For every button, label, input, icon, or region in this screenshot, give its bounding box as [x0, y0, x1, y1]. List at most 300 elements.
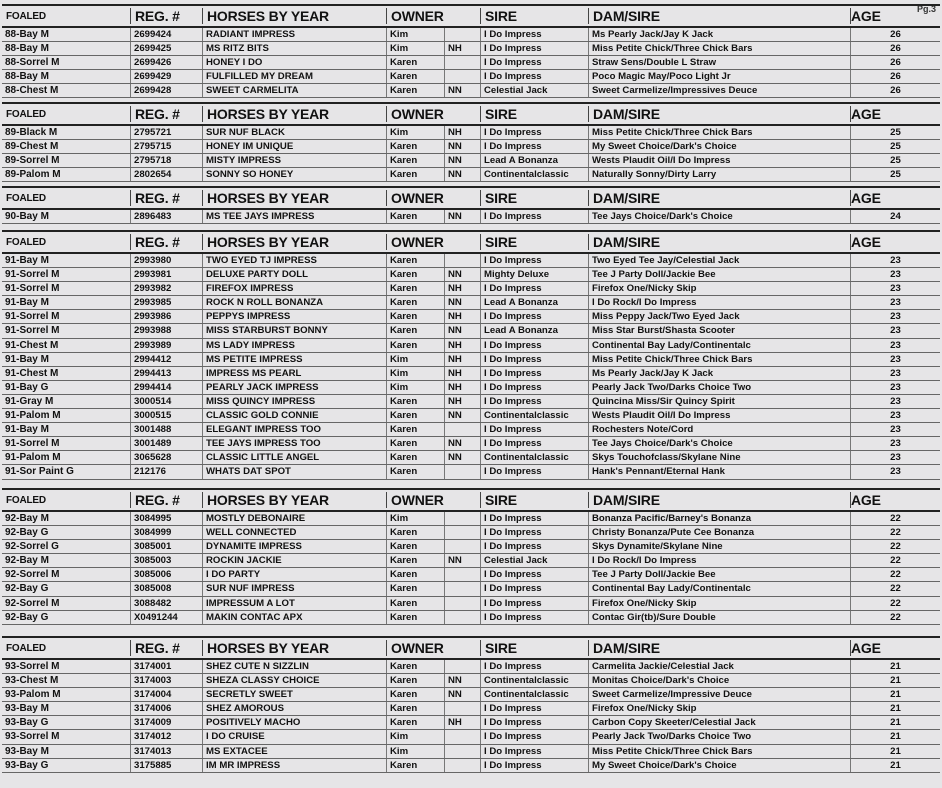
foaled-cell: 93-Bay M [5, 703, 49, 715]
reg-number-cell: 2795715 [130, 140, 202, 153]
horse-name-cell: WELL CONNECTED [202, 526, 386, 539]
horse-row [2, 353, 940, 367]
reg-number-cell: 212176 [130, 465, 202, 478]
horse-name-cell: PEPPYS IMPRESS [202, 310, 386, 323]
horse-row [2, 84, 940, 98]
header-dam-sire: DAM/SIRE [588, 8, 850, 24]
header-dam-sire: DAM/SIRE [588, 492, 850, 508]
header-age: AGE [850, 640, 940, 656]
foaled-cell: 90-Bay M [5, 211, 49, 222]
dam-sire-cell: Firefox One/Nicky Skip [588, 282, 850, 295]
dam-sire-cell: My Sweet Choice/Dark's Choice [588, 759, 850, 772]
horse-row [2, 437, 940, 451]
owner-cell: Karen [386, 282, 444, 295]
sire-cell: I Do Impress [480, 423, 588, 436]
dam-sire-cell: Quincina Miss/Sir Quincy Spirit [588, 395, 850, 408]
foaled-cell: 93-Chest M [5, 675, 59, 687]
dam-sire-cell: Sweet Carmelize/Impressive Deuce [588, 688, 850, 701]
horse-name-cell: IM MR IMPRESS [202, 759, 386, 772]
header-horses: HORSES BY YEAR [202, 8, 386, 24]
header-age: AGE [850, 8, 940, 24]
horse-name-cell: MISS STARBURST BONNY [202, 324, 386, 337]
horse-name-cell: TEE JAYS IMPRESS TOO [202, 437, 386, 450]
owner-cell: Karen [386, 759, 444, 772]
foaled-cell: 88-Bay M [5, 71, 49, 83]
sire-cell: I Do Impress [480, 730, 588, 743]
age-cell: 21 [850, 730, 940, 743]
nh-code-cell [444, 745, 480, 758]
header-foaled: FOALED [6, 108, 46, 120]
dam-sire-cell: Tee Jays Choice/Dark's Choice [588, 437, 850, 450]
owner-cell: Karen [386, 324, 444, 337]
age-cell: 23 [850, 268, 940, 281]
horse-row [2, 339, 940, 353]
page-label: Pg.3 [917, 4, 937, 14]
nh-code-cell: NH [444, 42, 480, 55]
reg-number-cell: 3085001 [130, 540, 202, 553]
foaled-cell: 89-Chest M [5, 141, 59, 153]
dam-sire-cell: Hank's Pennant/Eternal Hank [588, 465, 850, 478]
dam-sire-cell: Skys Touchofclass/Skylane Nine [588, 451, 850, 464]
header-reg: REG. # [130, 234, 202, 250]
nh-code-cell: NN [444, 451, 480, 464]
age-cell: 26 [850, 56, 940, 69]
owner-cell: Karen [386, 540, 444, 553]
dam-sire-cell: Firefox One/Nicky Skip [588, 597, 850, 610]
horse-row [2, 582, 940, 596]
horse-name-cell: I DO CRUISE [202, 730, 386, 743]
section-header-row [2, 232, 940, 254]
owner-cell: Kim [386, 28, 444, 41]
age-cell: 23 [850, 381, 940, 394]
section-header-row [2, 490, 940, 512]
foaled-cell: 91-Sorrel M [5, 438, 60, 450]
header-age: AGE [850, 106, 940, 122]
foaled-cell: 93-Bay M [5, 745, 49, 757]
owner-cell: Karen [386, 423, 444, 436]
horse-row [2, 512, 940, 526]
dam-sire-cell: Ms Pearly Jack/Jay K Jack [588, 28, 850, 41]
nh-code-cell: NH [444, 395, 480, 408]
dam-sire-cell: Skys Dynamite/Skylane Nine [588, 540, 850, 553]
header-sire: SIRE [480, 8, 588, 24]
horse-row [2, 423, 940, 437]
dam-sire-cell: Wests Plaudit Oil/I Do Impress [588, 154, 850, 167]
header-horses: HORSES BY YEAR [202, 492, 386, 508]
header-foaled: FOALED [6, 236, 46, 248]
foaled-cell: 91-Sorrel M [5, 311, 60, 323]
horse-name-cell: IMPRESSUM A LOT [202, 597, 386, 610]
horse-row [2, 451, 940, 465]
sire-cell: I Do Impress [480, 210, 588, 223]
dam-sire-cell: Monitas Choice/Dark's Choice [588, 674, 850, 687]
dam-sire-cell: Firefox One/Nicky Skip [588, 702, 850, 715]
horse-name-cell: SWEET CARMELITA [202, 84, 386, 97]
reg-number-cell: 3174003 [130, 674, 202, 687]
horse-name-cell: CLASSIC GOLD CONNIE [202, 409, 386, 422]
nh-code-cell [444, 465, 480, 478]
foaled-cell: 93-Bay G [5, 759, 49, 771]
reg-number-cell: X0491244 [130, 611, 202, 624]
horse-row [2, 56, 940, 70]
nh-code-cell: NH [444, 282, 480, 295]
sire-cell: Continentalclassic [480, 674, 588, 687]
owner-cell: Karen [386, 526, 444, 539]
sire-cell: I Do Impress [480, 597, 588, 610]
sire-cell: I Do Impress [480, 140, 588, 153]
horse-row [2, 526, 940, 540]
foaled-cell: 92-Bay G [5, 583, 49, 595]
owner-cell: Karen [386, 611, 444, 624]
owner-cell: Kim [386, 745, 444, 758]
section-header-row [2, 638, 940, 660]
owner-cell: Kim [386, 353, 444, 366]
dam-sire-cell: Miss Peppy Jack/Two Eyed Jack [588, 310, 850, 323]
dam-sire-cell: Carbon Copy Skeeter/Celestial Jack [588, 716, 850, 729]
age-cell: 21 [850, 702, 940, 715]
age-cell: 23 [850, 409, 940, 422]
owner-cell: Karen [386, 70, 444, 83]
foaled-cell: 93-Sorrel M [5, 731, 60, 743]
dam-sire-cell: Rochesters Note/Cord [588, 423, 850, 436]
horse-name-cell: SONNY SO HONEY [202, 168, 386, 181]
owner-cell: Karen [386, 339, 444, 352]
dam-sire-cell: Carmelita Jackie/Celestial Jack [588, 660, 850, 673]
section-header-row [2, 6, 940, 28]
age-cell: 21 [850, 660, 940, 673]
horse-name-cell: MS LADY IMPRESS [202, 339, 386, 352]
horse-name-cell: I DO PARTY [202, 568, 386, 581]
sire-cell: I Do Impress [480, 28, 588, 41]
dam-sire-cell: Straw Sens/Double L Straw [588, 56, 850, 69]
horse-row [2, 730, 940, 744]
horse-row [2, 168, 940, 182]
header-owner: OWNER [386, 492, 444, 508]
nh-code-cell [444, 56, 480, 69]
reg-number-cell: 2795721 [130, 126, 202, 139]
age-cell: 23 [850, 339, 940, 352]
reg-number-cell: 3174013 [130, 745, 202, 758]
owner-cell: Karen [386, 395, 444, 408]
horse-name-cell: HONEY IM UNIQUE [202, 140, 386, 153]
horse-name-cell: RADIANT IMPRESS [202, 28, 386, 41]
nh-code-cell: NN [444, 84, 480, 97]
horse-name-cell: IMPRESS MS PEARL [202, 367, 386, 380]
header-sire: SIRE [480, 640, 588, 656]
horse-row [2, 611, 940, 625]
header-dam-sire: DAM/SIRE [588, 106, 850, 122]
sire-cell: I Do Impress [480, 339, 588, 352]
horse-row [2, 716, 940, 730]
dam-sire-cell: Contac Gir(tb)/Sure Double [588, 611, 850, 624]
horse-row [2, 381, 940, 395]
horse-name-cell: FULFILLED MY DREAM [202, 70, 386, 83]
horse-row [2, 140, 940, 154]
age-cell: 22 [850, 568, 940, 581]
reg-number-cell: 2993981 [130, 268, 202, 281]
horse-name-cell: ROCK N ROLL BONANZA [202, 296, 386, 309]
sire-cell: Lead A Bonanza [480, 296, 588, 309]
foaled-cell: 88-Bay M [5, 43, 49, 55]
horse-name-cell: MAKIN CONTAC APX [202, 611, 386, 624]
foaled-cell: 91-Bay M [5, 255, 49, 266]
horse-row [2, 702, 940, 716]
owner-cell: Karen [386, 210, 444, 223]
foaled-cell: 93-Palom M [5, 689, 61, 701]
reg-number-cell: 2993980 [130, 254, 202, 267]
owner-cell: Karen [386, 56, 444, 69]
nh-code-cell [444, 568, 480, 581]
age-cell: 22 [850, 540, 940, 553]
horse-name-cell: SHEZ AMOROUS [202, 702, 386, 715]
owner-cell: Karen [386, 168, 444, 181]
horse-name-cell: SHEZ CUTE N SIZZLIN [202, 660, 386, 673]
header-age: AGE [850, 492, 940, 508]
section-header-row [2, 104, 940, 126]
horse-name-cell: MISS QUINCY IMPRESS [202, 395, 386, 408]
horse-name-cell: FIREFOX IMPRESS [202, 282, 386, 295]
owner-cell: Karen [386, 84, 444, 97]
foaled-cell: 91-Palom M [5, 452, 61, 464]
horse-name-cell: MS RITZ BITS [202, 42, 386, 55]
horse-row [2, 540, 940, 554]
header-horses: HORSES BY YEAR [202, 190, 386, 206]
header-foaled: FOALED [6, 642, 46, 654]
age-cell: 23 [850, 324, 940, 337]
horse-name-cell: WHATS DAT SPOT [202, 465, 386, 478]
owner-cell: Karen [386, 154, 444, 167]
sire-cell: I Do Impress [480, 367, 588, 380]
age-cell: 26 [850, 84, 940, 97]
sire-cell: I Do Impress [480, 282, 588, 295]
horse-row [2, 674, 940, 688]
dam-sire-cell: I Do Rock/I Do Impress [588, 554, 850, 567]
section-header-row [2, 188, 940, 210]
sire-cell: Celestial Jack [480, 84, 588, 97]
nh-code-cell [444, 660, 480, 673]
header-foaled: FOALED [6, 10, 46, 22]
dam-sire-cell: Tee Jays Choice/Dark's Choice [588, 210, 850, 223]
horse-row [2, 70, 940, 84]
owner-cell: Kim [386, 126, 444, 139]
age-cell: 22 [850, 611, 940, 624]
sire-cell: Continentalclassic [480, 168, 588, 181]
sire-cell: I Do Impress [480, 540, 588, 553]
year-section [2, 4, 940, 98]
sire-cell: Lead A Bonanza [480, 154, 588, 167]
age-cell: 25 [850, 168, 940, 181]
nh-code-cell: NN [444, 268, 480, 281]
nh-code-cell: NN [444, 168, 480, 181]
owner-cell: Karen [386, 310, 444, 323]
sire-cell: I Do Impress [480, 759, 588, 772]
reg-number-cell: 3175885 [130, 759, 202, 772]
foaled-cell: 91-Sorrel M [5, 269, 60, 281]
dam-sire-cell: Christy Bonanza/Pute Cee Bonanza [588, 526, 850, 539]
header-reg: REG. # [130, 492, 202, 508]
owner-cell: Karen [386, 437, 444, 450]
sire-cell: I Do Impress [480, 465, 588, 478]
reg-number-cell: 3088482 [130, 597, 202, 610]
nh-code-cell [444, 597, 480, 610]
reg-number-cell: 3174012 [130, 730, 202, 743]
horse-row [2, 254, 940, 268]
foaled-cell: 88-Sorrel M [5, 57, 60, 69]
horse-name-cell: PEARLY JACK IMPRESS [202, 381, 386, 394]
nh-code-cell: NN [444, 140, 480, 153]
reg-number-cell: 2802654 [130, 168, 202, 181]
owner-cell: Karen [386, 451, 444, 464]
reg-number-cell: 3174004 [130, 688, 202, 701]
sire-cell: I Do Impress [480, 568, 588, 581]
horse-row [2, 568, 940, 582]
reg-number-cell: 2993982 [130, 282, 202, 295]
age-cell: 24 [850, 210, 940, 223]
horse-name-cell: MS TEE JAYS IMPRESS [202, 210, 386, 223]
sire-cell: I Do Impress [480, 353, 588, 366]
header-foaled: FOALED [6, 494, 46, 506]
year-section [2, 186, 940, 224]
header-owner: OWNER [386, 234, 444, 250]
horse-row [2, 465, 940, 479]
sire-cell: I Do Impress [480, 582, 588, 595]
horse-name-cell: ROCKIN JACKIE [202, 554, 386, 567]
nh-code-cell [444, 582, 480, 595]
nh-code-cell: NH [444, 339, 480, 352]
sire-cell: I Do Impress [480, 437, 588, 450]
age-cell: 23 [850, 353, 940, 366]
sire-cell: I Do Impress [480, 381, 588, 394]
foaled-cell: 91-Bay M [5, 297, 49, 309]
owner-cell: Karen [386, 465, 444, 478]
year-section [2, 636, 940, 773]
nh-code-cell: NH [444, 126, 480, 139]
age-cell: 23 [850, 254, 940, 267]
reg-number-cell: 2699426 [130, 56, 202, 69]
nh-code-cell: NH [444, 353, 480, 366]
owner-cell: Kim [386, 730, 444, 743]
horse-row [2, 42, 940, 56]
dam-sire-cell: Miss Petite Chick/Three Chick Bars [588, 353, 850, 366]
horse-name-cell: MS PETITE IMPRESS [202, 353, 386, 366]
age-cell: 23 [850, 465, 940, 478]
foaled-cell: 92-Bay M [5, 555, 49, 567]
sire-cell: Continentalclassic [480, 688, 588, 701]
age-cell: 22 [850, 512, 940, 525]
nh-code-cell: NN [444, 688, 480, 701]
horse-name-cell: SUR NUF IMPRESS [202, 582, 386, 595]
sire-cell: I Do Impress [480, 395, 588, 408]
dam-sire-cell: Two Eyed Tee Jay/Celestial Jack [588, 254, 850, 267]
header-horses: HORSES BY YEAR [202, 234, 386, 250]
reg-number-cell: 3174001 [130, 660, 202, 673]
age-cell: 22 [850, 554, 940, 567]
foaled-cell: 92-Bay M [5, 513, 49, 524]
foaled-cell: 89-Black M [5, 127, 58, 138]
dam-sire-cell: Ms Pearly Jack/Jay K Jack [588, 367, 850, 380]
nh-code-cell [444, 611, 480, 624]
horse-row [2, 210, 940, 224]
horse-row [2, 310, 940, 324]
horse-row [2, 268, 940, 282]
horse-row [2, 282, 940, 296]
reg-number-cell: 2795718 [130, 154, 202, 167]
foaled-cell: 91-Sorrel M [5, 283, 60, 295]
reg-number-cell: 3065628 [130, 451, 202, 464]
horse-row [2, 296, 940, 310]
sire-cell: Lead A Bonanza [480, 324, 588, 337]
foaled-cell: 93-Sorrel M [5, 661, 60, 672]
reg-number-cell: 2994413 [130, 367, 202, 380]
year-section [2, 230, 940, 480]
horse-row [2, 660, 940, 674]
reg-number-cell: 2993985 [130, 296, 202, 309]
header-sire: SIRE [480, 234, 588, 250]
header-reg: REG. # [130, 640, 202, 656]
header-owner: OWNER [386, 640, 444, 656]
reg-number-cell: 2994414 [130, 381, 202, 394]
age-cell: 23 [850, 282, 940, 295]
dam-sire-cell: Continental Bay Lady/Continentalc [588, 339, 850, 352]
owner-cell: Kim [386, 512, 444, 525]
foaled-cell: 91-Gray M [5, 395, 54, 407]
foaled-cell: 91-Sor Paint G [5, 466, 74, 478]
foaled-cell: 91-Bay G [5, 381, 49, 393]
sire-cell: I Do Impress [480, 310, 588, 323]
horse-name-cell: DELUXE PARTY DOLL [202, 268, 386, 281]
nh-code-cell: NN [444, 554, 480, 567]
foaled-cell: 89-Sorrel M [5, 155, 60, 167]
owner-cell: Karen [386, 716, 444, 729]
dam-sire-cell: Tee J Party Doll/Jackie Bee [588, 268, 850, 281]
header-owner: OWNER [386, 190, 444, 206]
owner-cell: Karen [386, 409, 444, 422]
age-cell: 21 [850, 716, 940, 729]
horse-name-cell: POSITIVELY MACHO [202, 716, 386, 729]
header-age: AGE [850, 190, 940, 206]
header-owner: OWNER [386, 8, 444, 24]
owner-cell: Karen [386, 140, 444, 153]
sire-cell: Continentalclassic [480, 409, 588, 422]
horse-row [2, 154, 940, 168]
owner-cell: Kim [386, 42, 444, 55]
age-cell: 21 [850, 688, 940, 701]
owner-cell: Karen [386, 582, 444, 595]
sire-cell: I Do Impress [480, 254, 588, 267]
age-cell: 23 [850, 423, 940, 436]
owner-cell: Kim [386, 367, 444, 380]
reg-number-cell: 2896483 [130, 210, 202, 223]
header-dam-sire: DAM/SIRE [588, 640, 850, 656]
dam-sire-cell: Miss Star Burst/Shasta Scooter [588, 324, 850, 337]
header-reg: REG. # [130, 106, 202, 122]
nh-code-cell [444, 28, 480, 41]
foaled-cell: 92-Bay G [5, 611, 49, 623]
sire-cell: I Do Impress [480, 70, 588, 83]
age-cell: 22 [850, 582, 940, 595]
dam-sire-cell: Naturally Sonny/Dirty Larry [588, 168, 850, 181]
reg-number-cell: 3085006 [130, 568, 202, 581]
header-foaled: FOALED [6, 192, 46, 204]
nh-code-cell [444, 759, 480, 772]
age-cell: 25 [850, 126, 940, 139]
age-cell: 23 [850, 367, 940, 380]
header-dam-sire: DAM/SIRE [588, 190, 850, 206]
dam-sire-cell: I Do Rock/I Do Impress [588, 296, 850, 309]
foaled-cell: 93-Bay G [5, 717, 49, 729]
age-cell: 23 [850, 310, 940, 323]
sire-cell: I Do Impress [480, 126, 588, 139]
